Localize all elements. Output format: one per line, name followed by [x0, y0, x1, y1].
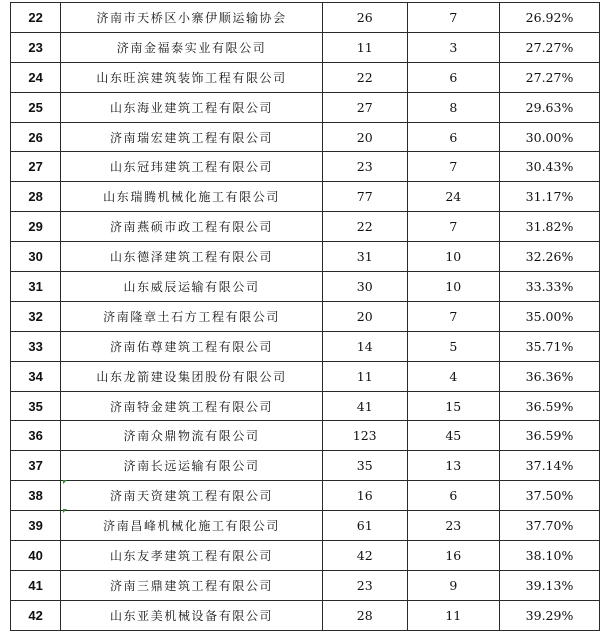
percentage-cell[interactable]: 27.27% [500, 62, 600, 92]
count-sub-cell[interactable]: 7 [407, 3, 499, 33]
count-total-cell[interactable]: 11 [322, 361, 407, 391]
table-row [11, 391, 600, 421]
percentage-cell[interactable]: 37.14% [500, 451, 600, 481]
table-row [11, 481, 600, 511]
company-name-cell[interactable]: 济南金福泰实业有限公司 [61, 32, 323, 62]
count-sub-cell[interactable]: 8 [407, 92, 499, 122]
percentage-cell[interactable]: 36.59% [500, 421, 600, 451]
table-row [11, 32, 600, 62]
count-sub-cell[interactable]: 10 [407, 242, 499, 272]
percentage-cell[interactable]: 29.63% [500, 92, 600, 122]
company-name-cell[interactable]: 济南隆章土石方工程有限公司 [61, 301, 323, 331]
table-row [11, 331, 600, 361]
percentage-cell[interactable]: 31.17% [500, 182, 600, 212]
row-number-cell[interactable]: 33 [11, 331, 61, 361]
row-number-cell[interactable]: 22 [11, 3, 61, 33]
row-number-cell[interactable]: 26 [11, 122, 61, 152]
count-sub-cell[interactable]: 6 [407, 122, 499, 152]
company-name-cell[interactable]: 济南长远运输有限公司 [61, 451, 323, 481]
count-sub-cell[interactable]: 13 [407, 451, 499, 481]
table-row [11, 152, 600, 182]
table-body [11, 3, 600, 631]
row-number-cell[interactable]: 25 [11, 92, 61, 122]
count-sub-cell[interactable]: 7 [407, 212, 499, 242]
percentage-cell[interactable]: 33.33% [500, 272, 600, 302]
row-number-cell[interactable]: 36 [11, 421, 61, 451]
table-row [11, 272, 600, 302]
count-total-cell[interactable]: 20 [322, 122, 407, 152]
row-number-cell[interactable]: 31 [11, 272, 61, 302]
count-total-cell[interactable]: 123 [322, 421, 407, 451]
company-name-cell[interactable]: 济南众鼎物流有限公司 [61, 421, 323, 451]
count-sub-cell[interactable]: 16 [407, 541, 499, 571]
row-number-cell[interactable]: 40 [11, 541, 61, 571]
count-sub-cell[interactable]: 7 [407, 152, 499, 182]
percentage-cell[interactable]: 32.26% [500, 242, 600, 272]
count-sub-cell[interactable]: 9 [407, 570, 499, 600]
company-name-cell[interactable]: 山东瑞腾机械化施工有限公司 [61, 182, 323, 212]
count-total-cell[interactable]: 14 [322, 331, 407, 361]
table-row [11, 421, 600, 451]
percentage-cell[interactable]: 36.59% [500, 391, 600, 421]
percentage-cell[interactable]: 37.70% [500, 511, 600, 541]
count-total-cell[interactable]: 22 [322, 212, 407, 242]
count-total-cell[interactable]: 16 [322, 481, 407, 511]
count-sub-cell[interactable]: 7 [407, 301, 499, 331]
count-sub-cell[interactable]: 15 [407, 391, 499, 421]
table-row [11, 122, 600, 152]
count-sub-cell[interactable]: 24 [407, 182, 499, 212]
row-number-cell[interactable]: 24 [11, 62, 61, 92]
table-row [11, 3, 600, 33]
company-name-cell[interactable]: 济南天资建筑工程有限公司 [61, 481, 323, 511]
count-total-cell[interactable]: 28 [322, 600, 407, 630]
company-name-cell[interactable]: 山东亚美机械设备有限公司 [61, 600, 323, 630]
count-total-cell[interactable]: 61 [322, 511, 407, 541]
company-name-cell[interactable]: 济南特金建筑工程有限公司 [61, 391, 323, 421]
count-total-cell[interactable]: 30 [322, 272, 407, 302]
count-total-cell[interactable]: 23 [322, 570, 407, 600]
row-number-cell[interactable]: 23 [11, 32, 61, 62]
table-row [11, 62, 600, 92]
percentage-cell[interactable]: 30.00% [500, 122, 600, 152]
count-total-cell[interactable]: 35 [322, 451, 407, 481]
count-total-cell[interactable]: 31 [322, 242, 407, 272]
table-row [11, 301, 600, 331]
count-total-cell[interactable]: 11 [322, 32, 407, 62]
table-row [11, 570, 600, 600]
count-sub-cell[interactable]: 10 [407, 272, 499, 302]
percentage-cell[interactable]: 39.13% [500, 570, 600, 600]
table-row [11, 451, 600, 481]
count-sub-cell[interactable]: 4 [407, 361, 499, 391]
row-number-cell[interactable]: 29 [11, 212, 61, 242]
count-sub-cell[interactable]: 6 [407, 62, 499, 92]
count-sub-cell[interactable]: 5 [407, 331, 499, 361]
row-number-cell[interactable]: 41 [11, 570, 61, 600]
company-name-cell[interactable]: 山东友孝建筑工程有限公司 [61, 541, 323, 571]
table-row [11, 541, 600, 571]
table-row [11, 361, 600, 391]
row-number-cell[interactable]: 38 [11, 481, 61, 511]
table-row [11, 600, 600, 630]
table-row [11, 182, 600, 212]
company-name-cell[interactable]: 济南三鼎建筑工程有限公司 [61, 570, 323, 600]
company-name-cell[interactable]: 山东龙箭建设集团股份有限公司 [61, 361, 323, 391]
company-name-cell[interactable]: 山东海业建筑工程有限公司 [61, 92, 323, 122]
company-name-cell[interactable]: 济南瑞宏建筑工程有限公司 [61, 122, 323, 152]
percentage-cell[interactable]: 27.27% [500, 32, 600, 62]
percentage-cell[interactable]: 37.50% [500, 481, 600, 511]
company-name-cell[interactable]: 山东德泽建筑工程有限公司 [61, 242, 323, 272]
percentage-cell[interactable]: 39.29% [500, 600, 600, 630]
count-total-cell[interactable]: 23 [322, 152, 407, 182]
count-total-cell[interactable]: 22 [322, 62, 407, 92]
count-sub-cell[interactable]: 3 [407, 32, 499, 62]
percentage-cell[interactable]: 35.00% [500, 301, 600, 331]
count-sub-cell[interactable]: 45 [407, 421, 499, 451]
count-total-cell[interactable]: 41 [322, 391, 407, 421]
percentage-cell[interactable]: 26.92% [500, 3, 600, 33]
row-number-cell[interactable]: 30 [11, 242, 61, 272]
company-name-cell[interactable]: 济南昌峰机械化施工有限公司 [61, 511, 323, 541]
row-number-cell[interactable]: 27 [11, 152, 61, 182]
count-sub-cell[interactable]: 11 [407, 600, 499, 630]
company-name-cell[interactable]: 山东威辰运输有限公司 [61, 272, 323, 302]
percentage-cell[interactable]: 31.82% [500, 212, 600, 242]
row-number-cell[interactable]: 37 [11, 451, 61, 481]
count-total-cell[interactable]: 77 [322, 182, 407, 212]
table-row [11, 242, 600, 272]
cell-comment-marker [63, 509, 67, 513]
table-row [11, 511, 600, 541]
count-total-cell[interactable]: 20 [322, 301, 407, 331]
count-sub-cell[interactable]: 6 [407, 481, 499, 511]
table-row [11, 212, 600, 242]
count-total-cell[interactable]: 27 [322, 92, 407, 122]
row-number-cell[interactable]: 34 [11, 361, 61, 391]
count-sub-cell[interactable]: 23 [407, 511, 499, 541]
company-name-cell[interactable]: 山东冠玮建筑工程有限公司 [61, 152, 323, 182]
row-number-cell[interactable]: 28 [11, 182, 61, 212]
percentage-cell[interactable]: 30.43% [500, 152, 600, 182]
percentage-cell[interactable]: 38.10% [500, 541, 600, 571]
company-name-cell[interactable]: 济南市天桥区小寨伊顺运输协会 [61, 3, 323, 33]
company-name-cell[interactable]: 济南燕硕市政工程有限公司 [61, 212, 323, 242]
cell-comment-marker [63, 480, 67, 484]
data-table [10, 2, 600, 631]
row-number-cell[interactable]: 39 [11, 511, 61, 541]
row-number-cell[interactable]: 35 [11, 391, 61, 421]
count-total-cell[interactable]: 26 [322, 3, 407, 33]
company-name-cell[interactable]: 山东旺滨建筑装饰工程有限公司 [61, 62, 323, 92]
count-total-cell[interactable]: 42 [322, 541, 407, 571]
row-number-cell[interactable]: 32 [11, 301, 61, 331]
row-number-cell[interactable]: 42 [11, 600, 61, 630]
table-row [11, 92, 600, 122]
percentage-cell[interactable]: 35.71% [500, 331, 600, 361]
percentage-cell[interactable]: 36.36% [500, 361, 600, 391]
company-name-cell[interactable]: 济南佑尊建筑工程有限公司 [61, 331, 323, 361]
